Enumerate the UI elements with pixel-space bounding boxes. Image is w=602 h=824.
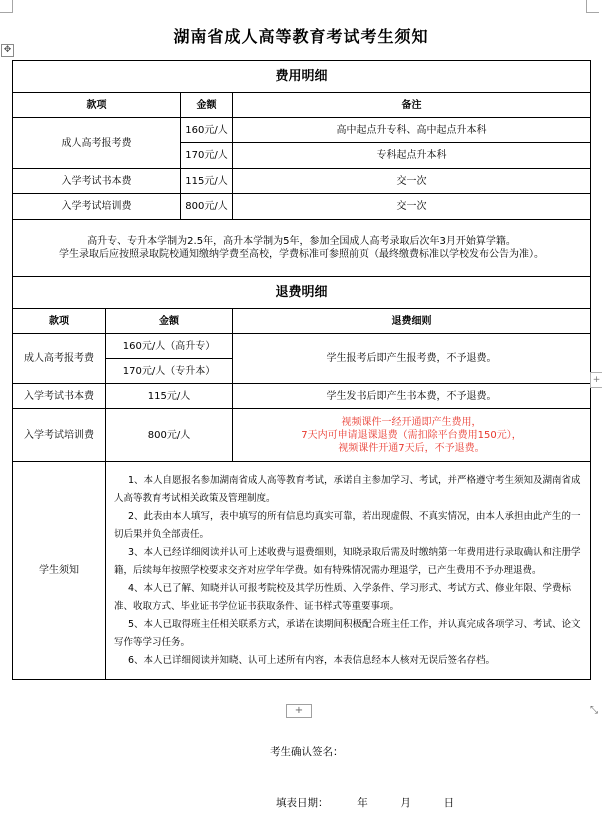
fees-exam-fee-label: 成人高考报考费 — [13, 118, 181, 169]
refund-header-item: 款项 — [13, 309, 106, 334]
notice-label: 学生须知 — [13, 462, 106, 680]
fees-header-note: 备注 — [233, 93, 591, 118]
fees-amount-cell: 115元/人 — [181, 169, 233, 194]
refund-item-cell: 入学考试书本费 — [13, 384, 106, 409]
notice-item: 1、本人自愿报名参加湖南省成人高等教育考试，承诺自主参加学习、考试，并严格遵守考生须知及湖南省成人高等教育考试相关政策及管理制度。 — [114, 474, 581, 504]
fees-note-cell: 交一次 — [233, 169, 591, 194]
fees-note-line: 学生录取后应按照录取院校通知缴纳学费至高校，学费标准可参照前页（最终缴费标准以学校发布公告为准）。 — [59, 249, 544, 260]
date-year: 年 — [357, 797, 368, 809]
refund-header-rule: 退费细则 — [233, 309, 591, 334]
date-label: 填表日期： — [276, 797, 329, 809]
fees-item-cell: 入学考试书本费 — [13, 169, 181, 194]
add-column-icon[interactable]: + — [590, 372, 602, 388]
fees-note-line: 高升专、专升本学制为2.5年，高升本学制为5年，参加全国成人高考录取后次年3月开始算学籍。 — [87, 236, 516, 247]
fees-header-amount: 金额 — [181, 93, 233, 118]
refund-exam-fee-label: 成人高考报考费 — [13, 334, 106, 384]
page-corner-mark — [0, 0, 13, 13]
signature-label: 考生确认签名： — [270, 746, 344, 758]
notice-item: 5、本人已取得班主任相关联系方式，承诺在读期间积极配合班主任工作，并认真完成各项学习、考试、论文写作等学习任务。 — [114, 618, 581, 648]
date-day: 日 — [443, 797, 455, 809]
refund-warning-line: 7天内可申请退课退费（需扣除平台费用150元）， — [301, 429, 522, 441]
refund-training-rule — [233, 409, 591, 462]
fees-amount-cell: 170元/人 — [181, 143, 233, 169]
fees-note-cell: 专科起点升本科 — [233, 143, 591, 169]
fees-section-title: 费用明细 — [13, 61, 591, 93]
table-move-handle-icon[interactable]: ✥ — [1, 44, 14, 57]
notice-list — [106, 462, 591, 680]
refund-amount-cell: 170元/人（专升本） — [106, 359, 233, 384]
page-corner-mark — [586, 0, 599, 13]
fees-note-cell: 高中起点升专科、高中起点升本科 — [233, 118, 591, 143]
fees-header-item: 款项 — [13, 93, 181, 118]
refund-amount-cell: 160元/人（高升专） — [106, 334, 233, 359]
fees-note-cell: 交一次 — [233, 194, 591, 220]
refund-warning-line: 视频课件一经开通即产生费用， — [341, 416, 482, 428]
notice-item: 4、本人已了解、知晓并认可报考院校及其学历性质、入学条件、学习形式、考试方式、修业年限、学费标准、收取方式、毕业证书学位证书获取条件、证书样式等重要事项。 — [114, 582, 572, 612]
fee-table — [12, 60, 591, 680]
refund-amount-cell: 115元/人 — [106, 384, 233, 409]
refund-warning-line: 视频课件开通7天后，不予退费。 — [338, 442, 485, 454]
refund-section-title: 退费明细 — [13, 277, 591, 309]
page-title: 湖南省成人高等教育考试考生须知 — [173, 27, 429, 46]
refund-rule-cell: 学生报考后即产生报考费，不予退费。 — [233, 334, 591, 384]
refund-amount-cell: 800元/人 — [106, 409, 233, 462]
date-month: 月 — [400, 797, 411, 809]
fees-amount-cell: 160元/人 — [181, 118, 233, 143]
notice-item: 2、此表由本人填写，表中填写的所有信息均真实可靠，若出现虚假、不真实情况，由本人承担由此产生的一切后果并负全部责任。 — [114, 510, 581, 540]
fees-amount-cell: 800元/人 — [181, 194, 233, 220]
add-row-icon[interactable]: + — [286, 704, 312, 718]
notice-item: 6、本人已详细阅读并知晓、认可上述所有内容，本表信息经本人核对无误后签名存档。 — [128, 654, 496, 666]
fill-date — [276, 795, 454, 810]
refund-header-amount: 金额 — [106, 309, 233, 334]
refund-item-cell: 入学考试培训费 — [13, 409, 106, 462]
table-resize-handle-icon[interactable]: ⤡ — [590, 705, 598, 716]
notice-item: 3、本人已经详细阅读并认可上述收费与退费细则，知晓录取后需及时缴纳第一年费用进行录取确认和注册学籍，后续每年按照学校要求交齐对应学年学费。如有特殊情况需办理退学，已产生费用不予办理退费。 — [114, 546, 581, 576]
fees-note-paragraph — [13, 220, 591, 277]
refund-rule-cell: 学生发书后即产生书本费，不予退费。 — [233, 384, 591, 409]
fees-item-cell: 入学考试培训费 — [13, 194, 181, 220]
